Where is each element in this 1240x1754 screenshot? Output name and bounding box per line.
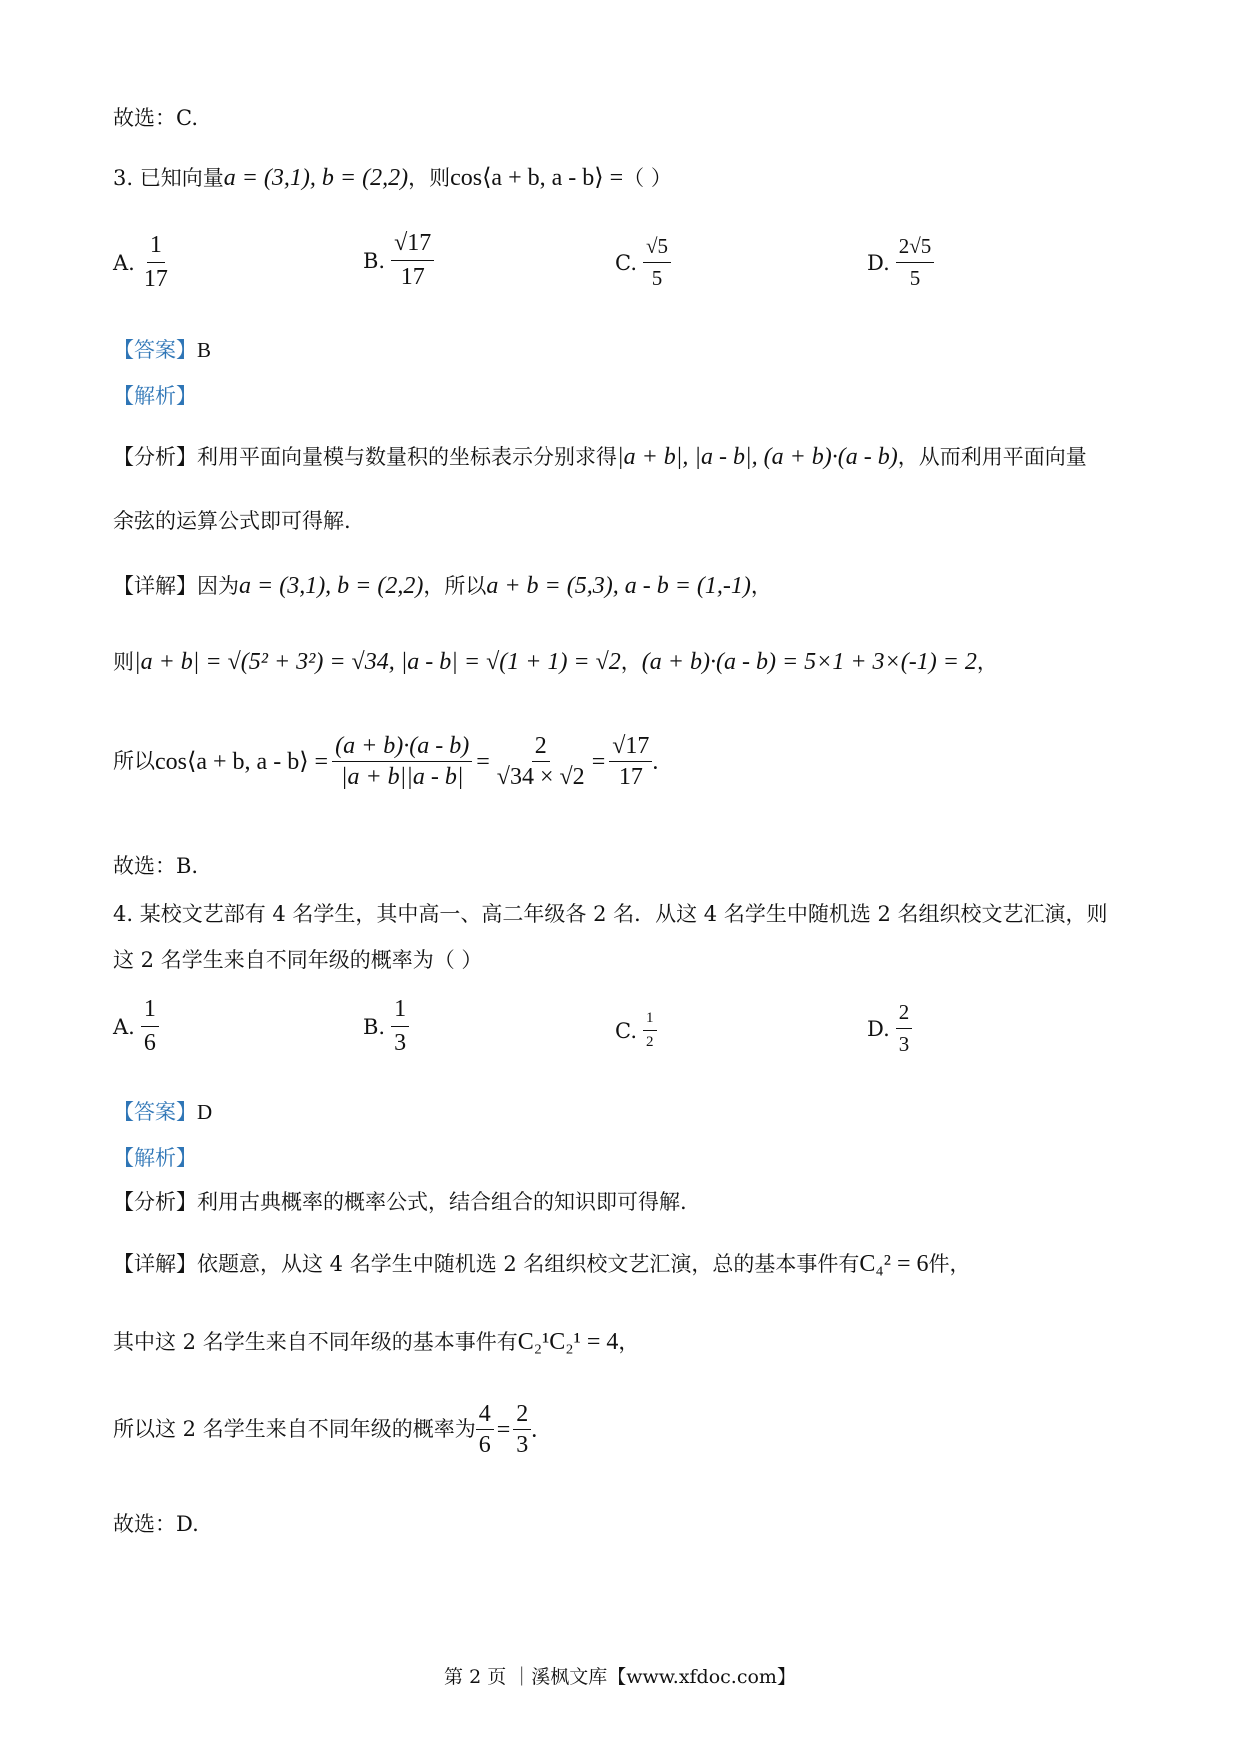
detail-text: 所以	[113, 749, 155, 773]
option-label: D.	[867, 250, 890, 275]
option-fraction	[896, 1000, 913, 1057]
q3-detail-line3	[113, 734, 658, 789]
fraction-numerator: 1	[643, 1010, 657, 1031]
option-label: B.	[363, 1014, 386, 1039]
fenxi-text: 利用平面向量模与数量积的坐标表示分别求得	[197, 445, 617, 469]
result-fraction	[609, 734, 652, 789]
fraction-numerator: √17	[609, 734, 652, 762]
equals-sign: =	[591, 748, 606, 775]
fraction-denominator: 17	[618, 764, 643, 790]
fraction-numerator: 2	[532, 734, 550, 762]
option-label: C.	[615, 250, 637, 275]
top-conclusion: 故选：C.	[113, 106, 198, 130]
q3-answer	[113, 340, 211, 361]
option-fraction	[141, 232, 171, 293]
q4-analysis-tag: 【解析】	[113, 1146, 197, 1170]
q3-stem-suffix: （ ）	[623, 166, 672, 190]
fraction-denominator: 3	[898, 1032, 910, 1056]
detail-sep: ，	[620, 650, 642, 674]
fenxi-tag: 【分析】	[113, 445, 197, 469]
fraction-denominator: 3	[516, 1432, 529, 1458]
option-fraction	[391, 230, 434, 291]
q3-analysis-tag: 【解析】	[113, 384, 197, 408]
q4-stem-line2: 这 2 名学生来自不同年级的概率为（ ）	[113, 948, 483, 972]
answer-tag: 【答案】	[113, 1100, 197, 1124]
q3-given-vectors: a = (3,1), b = (2,2)	[223, 165, 409, 191]
detail-end: ，	[618, 1330, 640, 1354]
q4-detail-line1	[113, 1252, 971, 1276]
q3-stem	[113, 166, 672, 190]
detail-text: 因为	[197, 574, 239, 598]
q4-option-b	[363, 996, 409, 1057]
q4-fenxi	[113, 1192, 687, 1213]
cos-fraction	[332, 734, 472, 789]
equals-sign: =	[476, 748, 490, 775]
q4-option-d	[867, 1000, 912, 1057]
cos-expression: cos⟨a + b, a - b⟩ =	[155, 748, 329, 775]
fenxi-text: 利用古典概率的概率公式，结合组合的知识即可得解.	[197, 1190, 687, 1214]
period: .	[531, 1416, 538, 1443]
combination-expr: C₄² = 6	[859, 1251, 929, 1277]
fenxi-text-2: ，从而利用平面向量	[897, 445, 1087, 469]
q3-stem-prefix: 3. 已知向量	[113, 166, 224, 190]
option-label: B.	[363, 248, 386, 273]
q3-stem-expression: cos⟨a + b, a - b⟩ =	[450, 165, 624, 191]
detail-text: 依题意，从这 4 名学生中随机选 2 名组织校文艺汇演，总的基本事件有	[197, 1252, 860, 1276]
answer-value: B	[197, 338, 212, 362]
fraction-numerator: 1	[147, 232, 165, 263]
q4-stem-line1: 4. 某校文艺部有 4 名学生，其中高一、高二年级各 2 名．从这 4 名学生中随机选 2 名组织校文艺汇演，则	[113, 902, 1108, 926]
detail-end: ，	[750, 574, 772, 598]
option-fraction	[643, 1010, 657, 1051]
q4-option-c	[615, 1010, 657, 1051]
fraction-numerator: 1	[141, 996, 159, 1027]
option-fraction	[391, 996, 409, 1057]
fraction-numerator: 2	[896, 1000, 913, 1029]
detail-tag: 【详解】	[113, 574, 197, 598]
detail-expr-1: a = (3,1), b = (2,2)	[239, 573, 424, 599]
fraction-numerator: 1	[391, 996, 409, 1027]
value-fraction	[494, 734, 588, 789]
q3-option-b	[363, 230, 434, 291]
q3-option-a	[113, 232, 171, 293]
detail-text: 其中这 2 名学生来自不同年级的基本事件有	[113, 1330, 518, 1354]
q3-detail-line2	[113, 650, 998, 674]
fraction-numerator: 2√5	[896, 234, 935, 263]
q4-detail-line3	[113, 1402, 537, 1457]
detail-tag: 【详解】	[113, 1252, 197, 1276]
fraction-denominator: 3	[394, 1030, 407, 1056]
fraction-denominator: 5	[651, 266, 663, 290]
page-footer: 第 2 页 ｜溪枫文库【www.xfdoc.com】	[444, 1666, 796, 1688]
fraction-denominator: 6	[478, 1432, 491, 1458]
option-fraction	[896, 234, 935, 291]
fraction-denominator: 17	[143, 266, 168, 292]
option-label: A.	[113, 250, 135, 275]
q3-detail-line1	[113, 574, 772, 598]
q3-fenxi	[113, 445, 1087, 469]
fraction-denominator: 6	[143, 1030, 156, 1056]
q4-detail-line2	[113, 1330, 639, 1354]
q4-conclusion: 故选：D.	[113, 1512, 199, 1536]
fraction-denominator: 5	[909, 266, 921, 290]
fraction-denominator: 2	[646, 1034, 654, 1050]
q4-option-a	[113, 996, 159, 1057]
answer-tag: 【答案】	[113, 338, 197, 362]
period: .	[652, 748, 659, 775]
fraction-numerator: √5	[643, 234, 671, 263]
option-label: C.	[615, 1018, 637, 1043]
detail-text: 则	[113, 650, 134, 674]
option-fraction	[141, 996, 159, 1057]
detail-text-2: ，所以	[423, 574, 487, 598]
detail-modulus-expr: |a + b| = √(5² + 3²) = √34, |a - b| = √(1 + 1) = √2	[134, 649, 621, 675]
fraction-numerator: 4	[476, 1402, 494, 1430]
detail-dot-product-expr: (a + b)·(a - b) = 5×1 + 3×(-1) = 2	[641, 649, 977, 675]
option-fraction	[643, 234, 671, 291]
q4-answer	[113, 1102, 212, 1123]
fraction-denominator: √34 × √2	[496, 764, 585, 790]
result-fraction	[513, 1402, 531, 1457]
q3-option-d	[867, 234, 934, 291]
detail-expr-2: a + b = (5,3), a - b = (1,-1)	[486, 573, 751, 599]
equals-sign: =	[496, 1416, 511, 1443]
fraction-numerator: 2	[513, 1402, 531, 1430]
detail-end: 件，	[928, 1252, 971, 1276]
fenxi-tag: 【分析】	[113, 1190, 197, 1214]
q3-conclusion: 故选：B.	[113, 854, 199, 878]
q3-stem-mid: ，则	[408, 166, 451, 190]
detail-end: ，	[976, 650, 998, 674]
option-label: D.	[867, 1016, 890, 1041]
fraction-numerator: (a + b)·(a - b)	[332, 734, 472, 762]
option-label: A.	[113, 1014, 135, 1039]
combination-expr: C₂¹C₂¹ = 4	[517, 1329, 619, 1355]
fenxi-expression: |a + b|, |a - b|, (a + b)·(a - b)	[617, 444, 898, 470]
q3-fenxi-line2: 余弦的运算公式即可得解.	[113, 509, 351, 533]
answer-value: D	[197, 1100, 213, 1124]
detail-text: 所以这 2 名学生来自不同年级的概率为	[113, 1417, 476, 1441]
fraction-numerator: √17	[391, 230, 434, 261]
probability-fraction	[476, 1402, 494, 1457]
fraction-denominator: 17	[400, 264, 425, 290]
q3-option-c	[615, 234, 671, 291]
fraction-denominator: |a + b||a - b|	[340, 764, 464, 790]
